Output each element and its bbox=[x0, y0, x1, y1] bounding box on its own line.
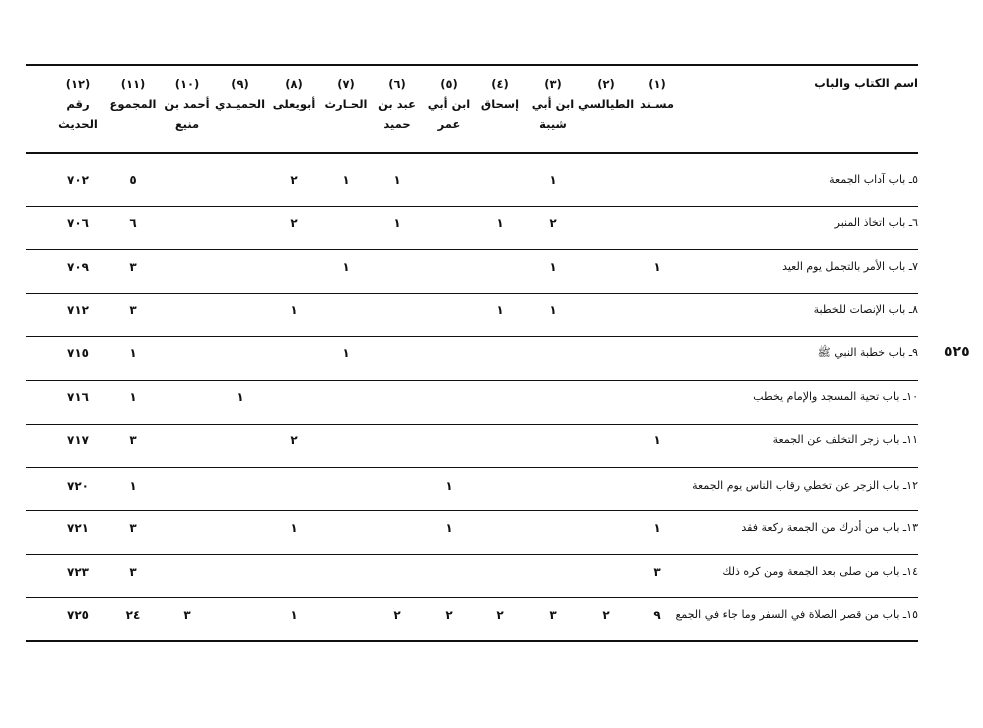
table-cell: ١ bbox=[549, 303, 557, 317]
table-cell: ١ bbox=[129, 479, 137, 493]
column-header bbox=[159, 74, 215, 134]
row-divider bbox=[26, 249, 918, 250]
row-divider bbox=[26, 554, 918, 555]
table-cell: ٧٠٢ bbox=[67, 173, 89, 187]
table-cell: ١ bbox=[496, 303, 504, 317]
column-number: (١١) bbox=[120, 77, 146, 91]
row-divider bbox=[26, 336, 918, 337]
column-number: (٦) bbox=[388, 77, 406, 91]
table-cell: ٢ bbox=[445, 608, 453, 622]
chapter-title: ١٥ـ باب من قصر الصلاة في السفر وما جاء في الجمع bbox=[675, 608, 918, 621]
table-cell: ٣ bbox=[549, 608, 557, 622]
column-header bbox=[318, 74, 374, 114]
table-cell: ١ bbox=[653, 433, 661, 447]
page-number: ٥٢٥ bbox=[944, 344, 970, 360]
column-header bbox=[50, 74, 106, 134]
table-cell: ١ bbox=[342, 173, 350, 187]
table-cell: ٣ bbox=[129, 303, 137, 317]
column-name: إسحاق bbox=[480, 97, 520, 111]
table-cell: ٧١٥ bbox=[67, 346, 89, 360]
table-cell: ٣ bbox=[183, 608, 191, 622]
table-cell: ٧٢٣ bbox=[67, 565, 89, 579]
chapter-title: ١١ـ باب زجر التخلف عن الجمعة bbox=[772, 433, 918, 446]
table-cell: ١ bbox=[342, 260, 350, 274]
column-number: (١٢) bbox=[65, 77, 91, 91]
row-divider bbox=[26, 597, 918, 598]
table-cell: ١ bbox=[393, 173, 401, 187]
table-cell: ١ bbox=[445, 479, 453, 493]
column-header bbox=[629, 74, 685, 114]
column-name: عبد بن حميد bbox=[378, 97, 416, 131]
table-cell: ٢ bbox=[602, 608, 610, 622]
table-cell: ٢٤ bbox=[125, 608, 141, 622]
chapter-title: ٨ـ باب الإنصات للخطبة bbox=[813, 303, 918, 316]
header-bottom-rule bbox=[26, 152, 918, 154]
row-divider bbox=[26, 510, 918, 511]
column-header bbox=[525, 74, 581, 134]
table-cell: ٧٠٦ bbox=[67, 216, 89, 230]
table-cell: ٣ bbox=[129, 565, 137, 579]
table-cell: ١ bbox=[549, 173, 557, 187]
column-header bbox=[212, 74, 268, 114]
column-name: ابن أبي شيبة bbox=[531, 97, 575, 131]
table-cell: ٧٠٩ bbox=[67, 260, 89, 274]
table-cell: ٢ bbox=[496, 608, 504, 622]
table-cell: ٧٢٥ bbox=[67, 608, 89, 622]
column-name: الحميـدي bbox=[214, 97, 266, 111]
column-number: (٩) bbox=[231, 77, 249, 91]
column-name: أبويعلى bbox=[272, 97, 316, 111]
chapter-title: ٩ـ باب خطبة النبي ﷺ bbox=[817, 346, 918, 359]
row-divider bbox=[26, 467, 918, 468]
column-header bbox=[578, 74, 634, 114]
column-header bbox=[472, 74, 528, 114]
row-divider bbox=[26, 640, 918, 642]
chapter-title: ٧ـ باب الأمر بالتجمل يوم العيد bbox=[782, 260, 918, 273]
column-name: الحـارث bbox=[324, 97, 368, 111]
row-divider bbox=[26, 424, 918, 425]
table-top-rule bbox=[26, 64, 918, 66]
table-cell: ٣ bbox=[129, 521, 137, 535]
column-number: (٥) bbox=[440, 77, 458, 91]
table-cell: ٧٢١ bbox=[67, 521, 89, 535]
table-cell: ٢ bbox=[290, 216, 298, 230]
chapter-title: ٥ـ باب آداب الجمعة bbox=[829, 173, 918, 186]
column-name: أحمد بن منيع bbox=[164, 97, 210, 131]
table-cell: ٣ bbox=[129, 433, 137, 447]
table-cell: ٣ bbox=[129, 260, 137, 274]
table-cell: ٧١٧ bbox=[67, 433, 89, 447]
table-cell: ٥ bbox=[129, 173, 137, 187]
table-cell: ٣ bbox=[653, 565, 661, 579]
table-cell: ١ bbox=[290, 608, 298, 622]
table-cell: ١ bbox=[236, 390, 244, 404]
chapter-title: ١٤ـ باب من صلى بعد الجمعة ومن كره ذلك bbox=[722, 565, 918, 578]
table-cell: ١ bbox=[653, 260, 661, 274]
column-header bbox=[266, 74, 322, 114]
column-number: (٢) bbox=[597, 77, 615, 91]
column-number: (٨) bbox=[285, 77, 303, 91]
column-number: (٧) bbox=[337, 77, 355, 91]
row-divider bbox=[26, 380, 918, 381]
table-cell: ١ bbox=[549, 260, 557, 274]
column-number: (٤) bbox=[491, 77, 509, 91]
column-name: المجموع bbox=[109, 97, 157, 111]
table-cell: ١ bbox=[496, 216, 504, 230]
table-cell: ١ bbox=[290, 521, 298, 535]
column-number: (١٠) bbox=[174, 77, 200, 91]
title-header: اسم الكتاب والباب bbox=[814, 76, 918, 90]
column-name: مسـند bbox=[639, 97, 675, 111]
table-cell: ١ bbox=[342, 346, 350, 360]
table-cell: ١ bbox=[653, 521, 661, 535]
table-cell: ٢ bbox=[393, 608, 401, 622]
table-cell: ١ bbox=[129, 346, 137, 360]
column-number: (١) bbox=[648, 77, 666, 91]
column-name: رقم الحديث bbox=[58, 97, 98, 131]
column-name: ابن أبي عمر bbox=[427, 97, 471, 131]
table-cell: ١ bbox=[393, 216, 401, 230]
table-cell: ٢ bbox=[290, 433, 298, 447]
table-cell: ٦ bbox=[129, 216, 137, 230]
column-header bbox=[421, 74, 477, 134]
chapter-title: ١٣ـ باب من أدرك من الجمعة ركعة فقد bbox=[741, 521, 918, 534]
column-name: الطيالسي bbox=[578, 97, 635, 111]
table-cell: ٧١٦ bbox=[67, 390, 89, 404]
column-header bbox=[105, 74, 161, 114]
chapter-title: ٦ـ باب اتخاذ المنبر bbox=[834, 216, 918, 229]
table-cell: ١ bbox=[445, 521, 453, 535]
table-cell: ٢ bbox=[549, 216, 557, 230]
row-divider bbox=[26, 293, 918, 294]
table-cell: ٩ bbox=[653, 608, 661, 622]
column-number: (٣) bbox=[544, 77, 562, 91]
column-header bbox=[369, 74, 425, 134]
chapter-title: ١٢ـ باب الزجر عن تخطي رقاب الناس يوم الجمعة bbox=[692, 479, 918, 492]
table-cell: ١ bbox=[290, 303, 298, 317]
table-cell: ٢ bbox=[290, 173, 298, 187]
table-cell: ٧١٢ bbox=[67, 303, 89, 317]
table-cell: ٧٢٠ bbox=[67, 479, 89, 493]
table-cell: ١ bbox=[129, 390, 137, 404]
chapter-title: ١٠ـ باب تحية المسجد والإمام يخطب bbox=[753, 390, 918, 403]
row-divider bbox=[26, 206, 918, 207]
